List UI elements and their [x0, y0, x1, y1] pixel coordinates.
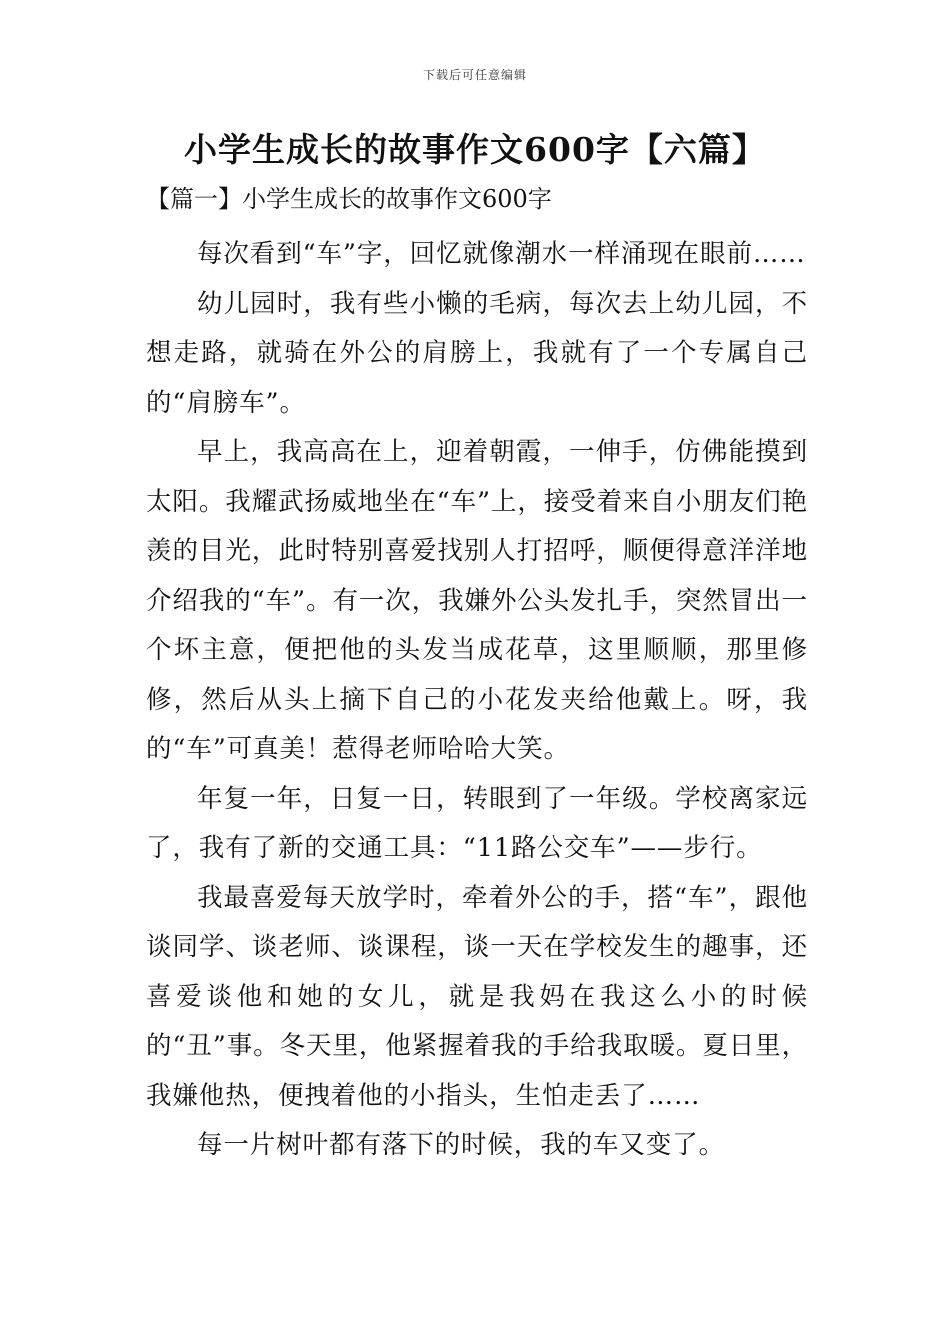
- paragraph: 年复一年，日复一日，转眼到了一年级。学校离家远了，我有了新的交通工具：“11路公交车”——步行。: [146, 783, 808, 863]
- paragraph: 幼儿园时，我有些小懒的毛病，每次去上幼儿园，不想走路，就骑在外公的肩膀上，我就有了一个专属自己的“肩膀车”。: [146, 288, 808, 418]
- paragraph: 早上，我高高在上，迎着朝霞，一伸手，仿佛能摸到太阳。我耀武扬威地坐在“车”上，接受着来自小朋友们艳羡的目光，此时特别喜爱找别人打招呼，顺便得意洋洋地介绍我的“车”。有一次，我嫌外公头发扎手，突然冒出一个坏主意，便把他的头发当成花草，这里顺顺，那里修修，然后从头上摘下自己的小花发夹给他戴上。呀，我的“车”可真美！惹得老师哈哈大笑。: [146, 437, 808, 764]
- header-note: 下载后可任意编辑: [422, 68, 527, 82]
- paragraph: 我最喜爱每天放学时，牵着外公的手，搭“车”，跟他谈同学、谈老师、谈课程，谈一天在学校发生的趣事，还喜爱谈他和她的女儿，就是我妈在我这么小的时候的“丑”事。冬天里，他紧握着我的手给我取暖。夏日里，我嫌他热，便拽着他的小指头，生怕走丢了……: [146, 882, 808, 1111]
- article-body: [146, 230, 808, 1171]
- paragraph: 每一片树叶都有落下的时候，我的车又变了。: [197, 1130, 726, 1160]
- paragraph: 每次看到“车”字，回忆就像潮水一样涌现在眼前……: [197, 239, 806, 269]
- section-heading: 【篇一】小学生成长的故事作文600字: [146, 185, 552, 213]
- document-title: 小学生成长的故事作文600字【六篇】: [184, 130, 766, 169]
